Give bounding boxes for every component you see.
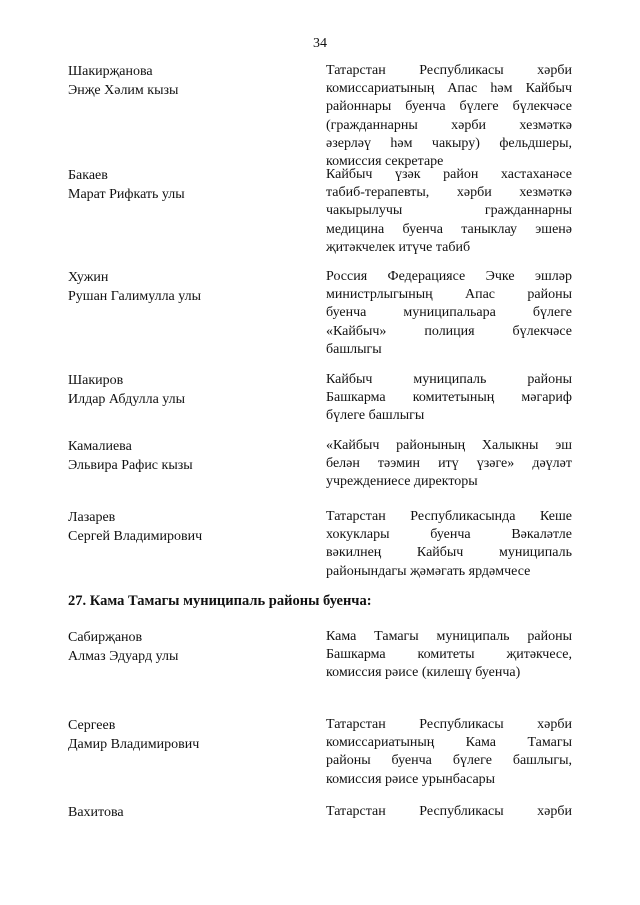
position-line: Россия Федерациясе Эчке эшләр <box>326 269 572 284</box>
position-line: Татарстан Республикасы хәрби <box>326 717 572 732</box>
member-position <box>326 803 572 821</box>
member-position <box>326 508 572 581</box>
position-line: (гражданнарны хәрби хезмәткә <box>326 117 572 133</box>
section-heading: 27. Кама Тамагы муниципаль районы буенча: <box>68 593 372 609</box>
member-name <box>68 62 308 100</box>
position-line: бүлеге башлыгы <box>326 408 425 424</box>
position-line: чакырылучы гражданнарны <box>326 203 572 219</box>
member-surname: Шакиров <box>68 373 124 388</box>
page-number: 34 <box>313 36 327 51</box>
member-surname: Бакаев <box>68 168 108 183</box>
member-given-name: Дамир Владимирович <box>68 737 200 752</box>
position-line: министрлыгының Апас районы <box>326 287 572 303</box>
position-line: Татарстан Республикасында Кеше <box>326 509 572 524</box>
position-line: белән тәэмин итү үзәге» дәүләт <box>326 456 572 472</box>
member-position <box>326 166 572 257</box>
member-position <box>326 268 572 359</box>
member-name <box>68 437 308 475</box>
member-name <box>68 628 308 666</box>
member-surname: Лазарев <box>68 510 116 525</box>
member-name <box>68 716 308 754</box>
position-line: комиссариатының Апас һәм Кайбыч <box>326 81 572 97</box>
position-line: Башкарма комитетының мәгариф <box>326 390 572 406</box>
position-line: комиссариатының Кама Тамагы <box>326 735 572 751</box>
position-line: Кайбыч үзәк район хастаханәсе <box>326 167 572 182</box>
position-line: «Кайбыч» полиция бүлекчәсе <box>326 323 572 339</box>
member-surname: Шакирҗанова <box>68 64 153 79</box>
member-given-name: Марат Рифкать улы <box>68 187 185 202</box>
position-line: районы буенча бүлеге башлыгы, <box>326 753 572 769</box>
member-name <box>68 268 308 306</box>
position-line: хокуклары буенча Вәкаләтле <box>326 527 572 543</box>
position-line: Кайбыч муниципаль районы <box>326 372 572 387</box>
position-line: районнары буенча бүлеге бүлекчәсе <box>326 99 572 115</box>
member-position <box>326 437 572 492</box>
position-line: Кама Тамагы муниципаль районы <box>326 629 572 644</box>
member-given-name: Энҗе Хәлим кызы <box>68 83 179 98</box>
member-given-name: Сергей Владимирович <box>68 529 203 544</box>
member-name <box>68 508 308 546</box>
position-line: районындагы җәмәгать ярдәмчесе <box>326 563 531 579</box>
position-line: Татарстан Республикасы хәрби <box>326 63 572 78</box>
position-line: комиссия рәисе (килешү буенча) <box>326 665 521 681</box>
member-name <box>68 371 308 409</box>
member-name <box>68 803 308 822</box>
member-name <box>68 166 308 204</box>
member-given-name: Алмаз Эдуард улы <box>68 649 179 664</box>
position-line: медицина буенча таныклау эшенә <box>326 221 572 237</box>
position-line: комиссия секретаре <box>326 154 444 170</box>
position-line: учреждениесе директоры <box>326 474 478 490</box>
member-surname: Хужин <box>68 270 109 285</box>
position-line: Татарстан Республикасы хәрби <box>326 804 572 819</box>
position-line: башлыгы <box>326 341 382 357</box>
member-given-name: Рушан Галимулла улы <box>68 289 202 304</box>
member-surname: Сабирҗанов <box>68 630 143 645</box>
member-surname: Сергеев <box>68 718 116 733</box>
member-given-name: Илдар Абдулла улы <box>68 392 186 407</box>
member-given-name: Эльвира Рафис кызы <box>68 458 193 473</box>
position-line: «Кайбыч районының Халыкны эш <box>326 438 572 453</box>
position-line: җитәкчелек итүче табиб <box>326 239 471 255</box>
position-line: комиссия рәисе урынбасары <box>326 771 496 787</box>
member-surname: Вахитова <box>68 805 124 820</box>
position-line: буенча муниципальара бүлеге <box>326 305 572 321</box>
member-position <box>326 628 572 683</box>
member-position <box>326 371 572 426</box>
position-line: әзерләү һәм чакыру) фельдшеры, <box>326 135 572 151</box>
member-position <box>326 62 572 171</box>
member-surname: Камалиева <box>68 439 132 454</box>
position-line: табиб-терапевты, хәрби хезмәткә <box>326 185 572 201</box>
position-line: вәкилнең Кайбыч муниципаль <box>326 545 572 561</box>
position-line: Башкарма комитеты җитәкчесе, <box>326 647 572 663</box>
member-position <box>326 716 572 789</box>
